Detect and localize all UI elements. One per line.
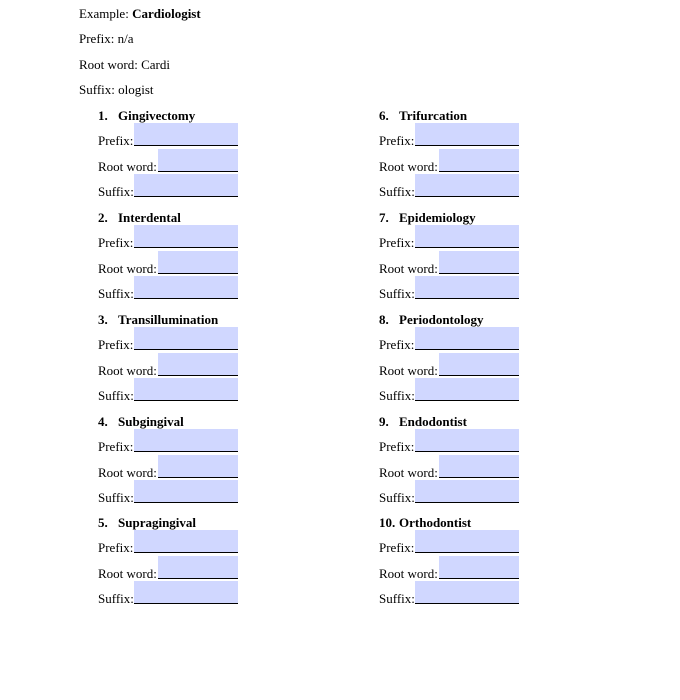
prefix-label: Prefix: — [98, 439, 134, 454]
item-term: Epidemiology — [399, 210, 476, 225]
prefix-label: Prefix: — [98, 235, 134, 250]
root-label: Root word: — [379, 261, 438, 276]
root-label: Root word: — [98, 363, 157, 378]
root-label: Root word: — [98, 566, 157, 581]
root-label: Root word: — [98, 261, 157, 276]
item-title — [379, 312, 484, 328]
item-number: 6. — [379, 108, 389, 123]
prefix-label: Prefix: — [379, 337, 415, 352]
item-term: Subgingival — [118, 414, 184, 429]
prefix-input[interactable] — [134, 327, 238, 350]
suffix-input[interactable] — [134, 378, 238, 401]
item-title — [379, 108, 467, 124]
item-title — [98, 515, 196, 531]
root-label: Root word: — [379, 465, 438, 480]
item-title — [98, 312, 218, 328]
root-word-input[interactable] — [158, 251, 238, 274]
root-label: Root word: — [379, 566, 438, 581]
root-word-input[interactable] — [439, 149, 519, 172]
prefix-label: Prefix: — [98, 337, 134, 352]
item-title — [379, 210, 476, 226]
item-title — [98, 108, 195, 124]
suffix-label: Suffix: — [98, 286, 134, 301]
suffix-label: Suffix: — [379, 490, 415, 505]
prefix-input[interactable] — [134, 123, 238, 146]
suffix-input[interactable] — [134, 480, 238, 503]
item-number: 10. — [379, 515, 396, 530]
root-word-input[interactable] — [158, 353, 238, 376]
suffix-label: Suffix: — [379, 184, 415, 199]
example-root-word: Root word: Cardi — [79, 57, 170, 72]
item-number: 3. — [98, 312, 108, 327]
prefix-input[interactable] — [134, 530, 238, 553]
item-number: 8. — [379, 312, 389, 327]
item-number: 1. — [98, 108, 108, 123]
suffix-label: Suffix: — [379, 286, 415, 301]
prefix-input[interactable] — [415, 429, 519, 452]
example-line — [79, 6, 201, 22]
item-title — [98, 414, 184, 430]
example-term: Cardiologist — [132, 6, 201, 21]
prefix-label: Prefix: — [379, 235, 415, 250]
example-prefix: Prefix: n/a — [79, 31, 134, 46]
item-term: Interdental — [118, 210, 181, 225]
item-title — [379, 414, 467, 430]
item-term: Transillumination — [118, 312, 219, 327]
prefix-input[interactable] — [134, 225, 238, 248]
item-number: 5. — [98, 515, 108, 530]
item-title — [379, 515, 471, 531]
suffix-input[interactable] — [134, 276, 238, 299]
item-number: 9. — [379, 414, 389, 429]
suffix-input[interactable] — [415, 480, 519, 503]
prefix-input[interactable] — [415, 327, 519, 350]
root-word-input[interactable] — [158, 556, 238, 579]
example-label: Example: — [79, 6, 133, 21]
example-suffix: Suffix: ologist — [79, 82, 154, 97]
item-term: Endodontist — [399, 414, 467, 429]
item-term: Trifurcation — [399, 108, 468, 123]
root-word-input[interactable] — [439, 556, 519, 579]
root-word-input[interactable] — [439, 251, 519, 274]
suffix-label: Suffix: — [379, 388, 415, 403]
prefix-label: Prefix: — [98, 133, 134, 148]
prefix-input[interactable] — [415, 123, 519, 146]
root-word-input[interactable] — [158, 455, 238, 478]
root-word-input[interactable] — [439, 353, 519, 376]
prefix-input[interactable] — [415, 225, 519, 248]
suffix-input[interactable] — [134, 174, 238, 197]
suffix-input[interactable] — [415, 174, 519, 197]
prefix-label: Prefix: — [379, 133, 415, 148]
prefix-label: Prefix: — [379, 439, 415, 454]
root-label: Root word: — [379, 159, 438, 174]
item-term: Supragingival — [118, 515, 197, 530]
item-term: Gingivectomy — [118, 108, 196, 123]
suffix-label: Suffix: — [98, 591, 134, 606]
suffix-label: Suffix: — [98, 184, 134, 199]
root-label: Root word: — [379, 363, 438, 378]
item-title — [98, 210, 181, 226]
prefix-input[interactable] — [134, 429, 238, 452]
root-label: Root word: — [98, 465, 157, 480]
item-term: Orthodontist — [399, 515, 472, 530]
prefix-label: Prefix: — [379, 540, 415, 555]
root-label: Root word: — [98, 159, 157, 174]
suffix-input[interactable] — [134, 581, 238, 604]
suffix-label: Suffix: — [98, 388, 134, 403]
suffix-input[interactable] — [415, 276, 519, 299]
root-word-input[interactable] — [158, 149, 238, 172]
item-number: 7. — [379, 210, 389, 225]
suffix-input[interactable] — [415, 581, 519, 604]
suffix-label: Suffix: — [98, 490, 134, 505]
suffix-label: Suffix: — [379, 591, 415, 606]
root-word-input[interactable] — [439, 455, 519, 478]
item-term: Periodontology — [399, 312, 484, 327]
prefix-input[interactable] — [415, 530, 519, 553]
prefix-label: Prefix: — [98, 540, 134, 555]
item-number: 2. — [98, 210, 108, 225]
suffix-input[interactable] — [415, 378, 519, 401]
item-number: 4. — [98, 414, 108, 429]
